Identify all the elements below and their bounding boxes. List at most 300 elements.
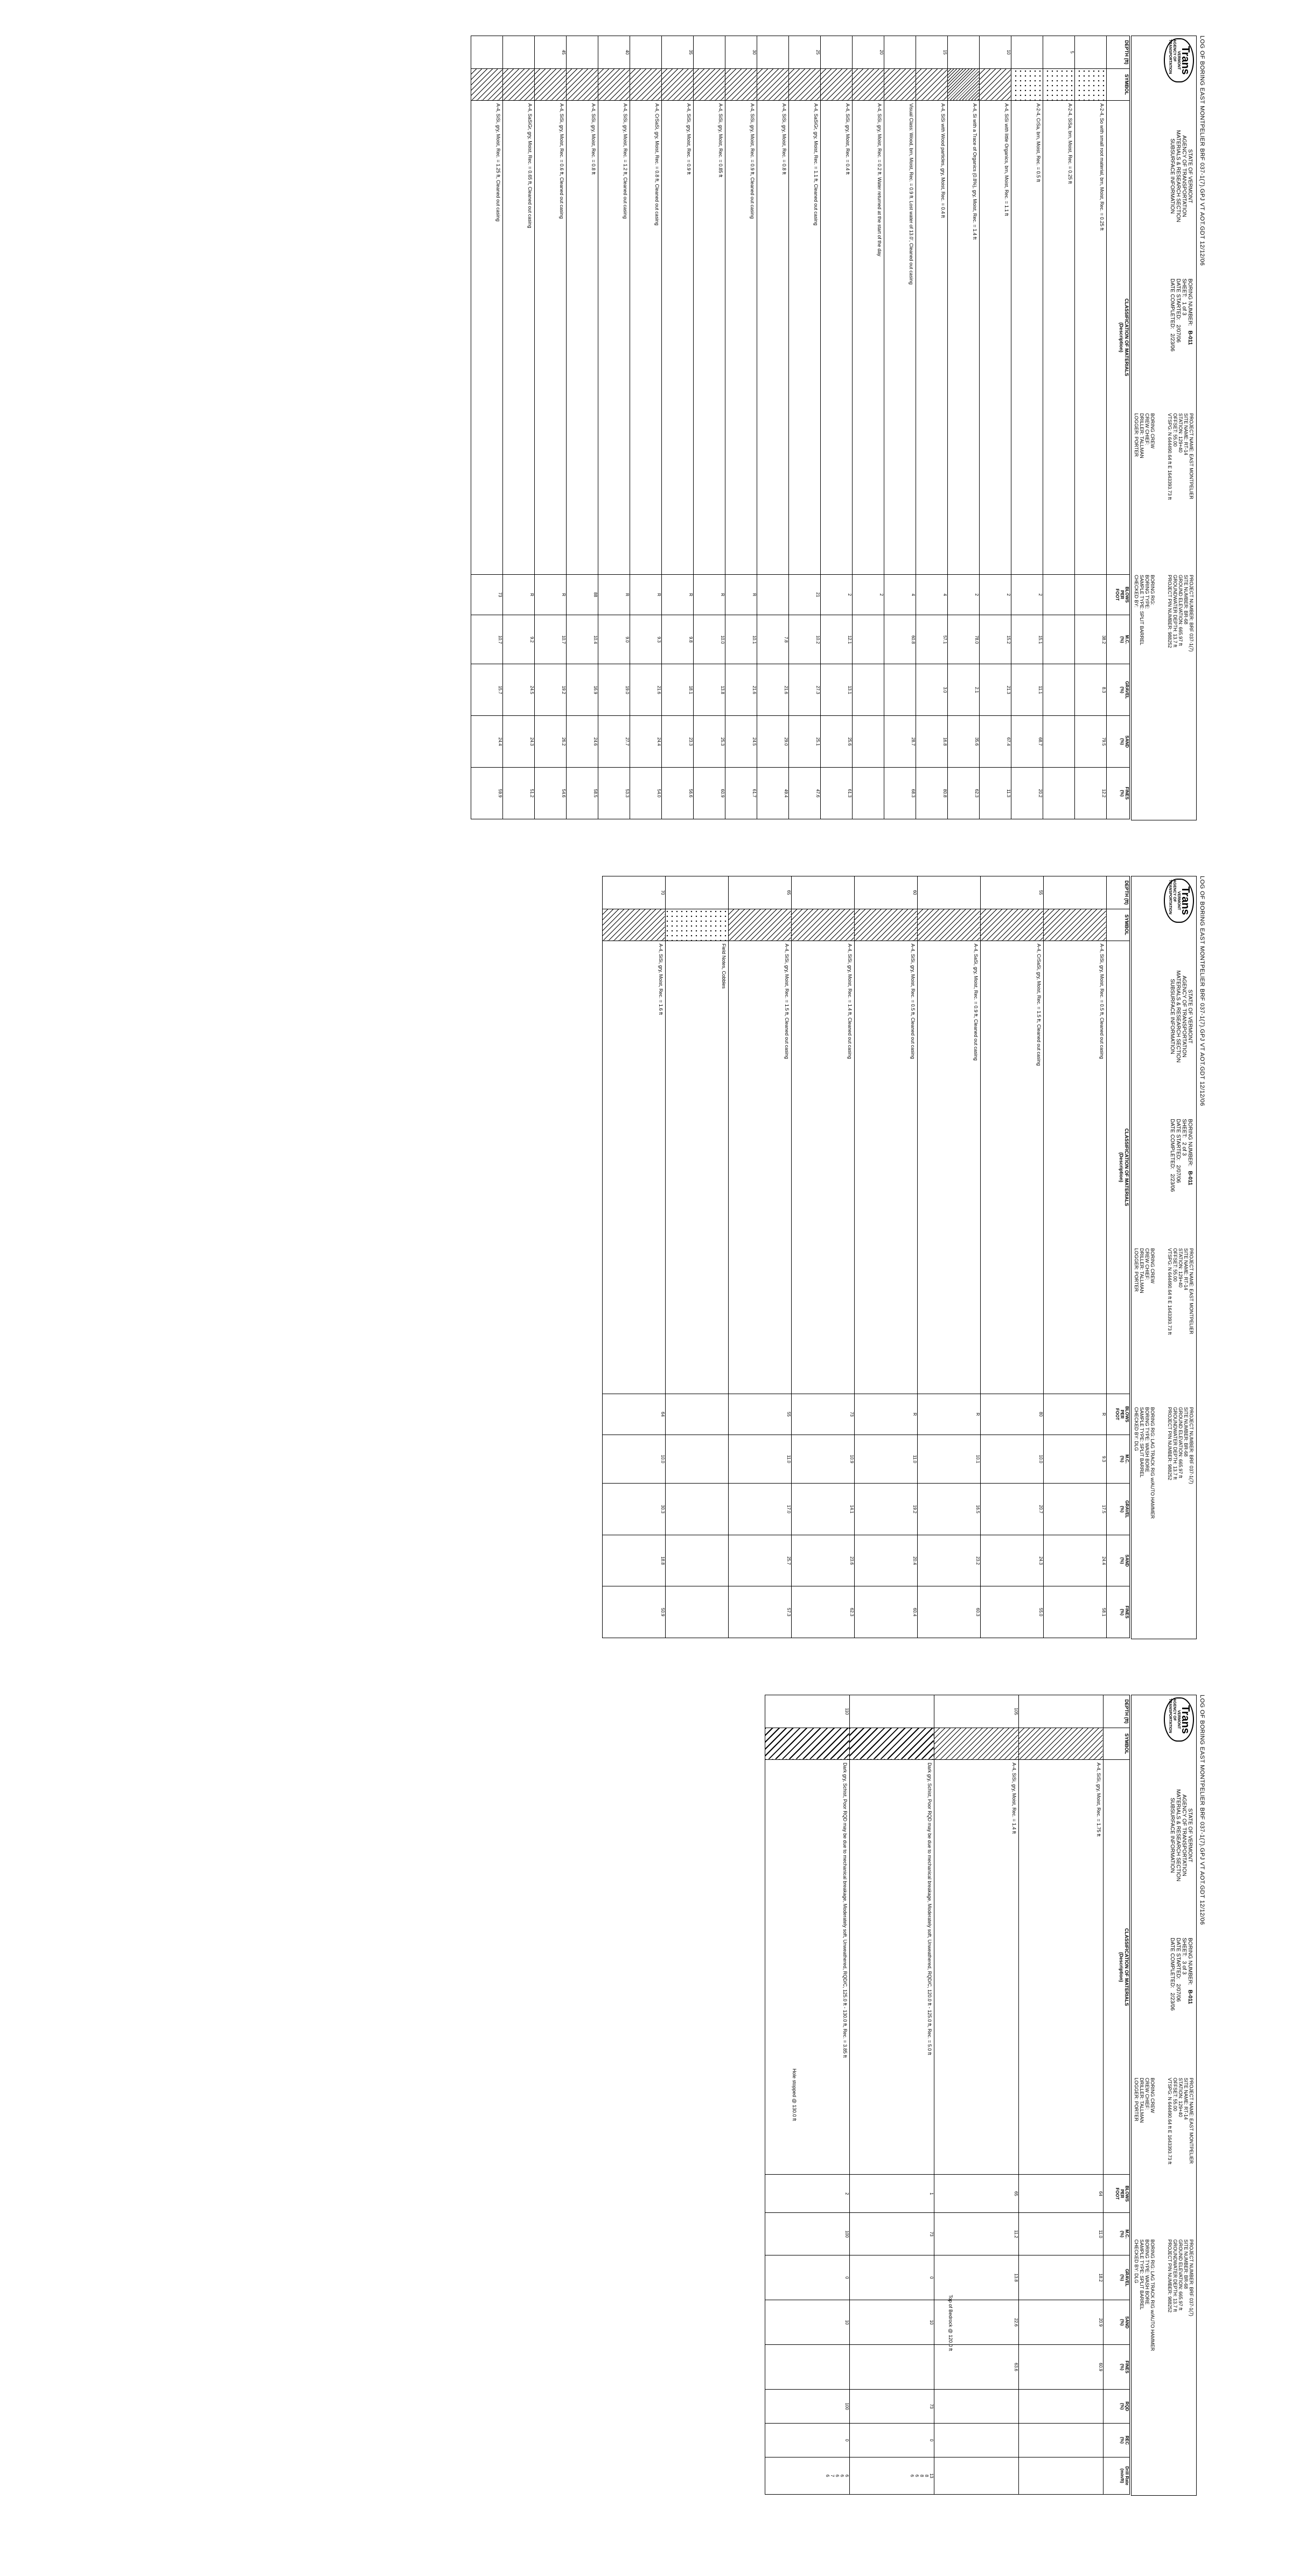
- symbol-cell: [1019, 1728, 1104, 1759]
- fines-cell: 62.3: [792, 1586, 855, 1638]
- col-blows: BLOWS PER FOOT: [1107, 1394, 1130, 1435]
- project-block-mid-3: PROJECT NUMBER: BRF 037-1(7) SITE NUMBER: BR-68 GROUND ELEVATION: 665.97 ft GROUNDWATER DEPTH: 13.7 ft PROJECT PIN NUMBER: 988252: [1167, 2239, 1194, 2316]
- symbol-cell: [503, 68, 535, 100]
- boring-number-block-3: BORING NUMBER: B-011 SHEET: 3 of 3 DATE STARTED: 2/07/06 DATE COMPLETED: 2/23/06: [1169, 1938, 1193, 2011]
- col-symbol: SYMBOL: [1107, 909, 1130, 941]
- classification-cell: A-4, SiSi with little Organics, brn, Moist, Rec. = 1.1 ft: [980, 100, 1011, 574]
- fines-cell: 80.8: [916, 768, 948, 819]
- blows-cell: 4: [916, 574, 948, 615]
- table-row: [630, 36, 662, 819]
- blows-cell: 21: [789, 574, 821, 615]
- crew-block-3: BORING CREW CREW CHIEF: DRILLER: TALLMAN LOGGER: PORTER: [1134, 2078, 1155, 2123]
- project-block-left-3: PROJECT NAME: EAST MONTPELIER SITE NAME: RT-14 STATION: 129+40 OFFSET: 55.00 VTSPG: N 644490.64 ft E 1643393.73 ft: [1167, 2078, 1194, 2164]
- symbol-cell: [821, 68, 853, 100]
- blows-cell: 55: [729, 1394, 792, 1435]
- table-row: [729, 876, 792, 1638]
- table-row: [535, 36, 567, 819]
- symbol-cell: [1011, 68, 1043, 100]
- col-fines: FINES (%): [1104, 2345, 1130, 2390]
- fines-cell: 49.4: [757, 768, 789, 819]
- depth-cell: [694, 36, 725, 69]
- sand-cell: 24.4: [1044, 1535, 1107, 1586]
- table-row: [1019, 1695, 1104, 2495]
- classification-cell: A-4, Si with a Trace of Organics (0.8%), gry, Moist, Rec. = 1.4 ft: [948, 100, 980, 574]
- classification-cell: Field Notes, Cobbles: [666, 941, 729, 1394]
- blows-cell: [757, 574, 789, 615]
- boring-log-table-3: [765, 1695, 1130, 2495]
- table-row: [853, 36, 884, 819]
- blows-cell: 73: [471, 574, 503, 615]
- classification-cell: A-4, SiSi, gry, Moist, Rec. = 0.5 ft, Cleaned out casing: [855, 941, 918, 1394]
- classification-cell: A-4, SiSi, gry, Moist, Rec. = 0.6 ft, Cleaned out casing: [535, 100, 567, 574]
- table-row: [789, 36, 821, 819]
- classification-cell: A-4, SiSi, gry, Moist, Rec. = 1.4 ft: [934, 1759, 1019, 2174]
- blows-cell: R: [535, 574, 567, 615]
- col-depth: DEPTH (ft): [1107, 36, 1130, 69]
- gravel-cell: 27.3: [789, 664, 821, 716]
- symbol-cell: [471, 68, 503, 100]
- col-sand: SAND (%): [1107, 1535, 1130, 1586]
- mc-cell: 9.2: [503, 615, 535, 664]
- mc-cell: 9.3: [630, 615, 662, 664]
- depth-cell: 30: [725, 36, 757, 69]
- blows-cell: 2: [980, 574, 1011, 615]
- depth-cell: [884, 36, 916, 69]
- mc-cell: 10.9: [792, 1435, 855, 1484]
- depth-cell: [850, 1695, 934, 1728]
- table-row: [765, 1695, 850, 2495]
- depth-cell: [1019, 1695, 1104, 1728]
- table-row: [934, 1695, 1019, 2495]
- blows-cell: R: [694, 574, 725, 615]
- symbol-cell: [630, 68, 662, 100]
- blows-cell: 64: [603, 1394, 666, 1435]
- depth-cell: [471, 36, 503, 69]
- classification-cell: A-4, SiSi, gry, Moist, Rec. = 0.5 ft, Cleaned out casing: [1044, 941, 1107, 1394]
- blows-cell: R: [630, 574, 662, 615]
- depth-cell: 55: [981, 876, 1044, 909]
- mc-cell: 12.1: [821, 615, 853, 664]
- col-symbol: SYMBOL: [1104, 1728, 1130, 1759]
- fines-cell: [666, 1586, 729, 1638]
- table-row: [855, 876, 918, 1638]
- sand-cell: 25.3: [694, 716, 725, 768]
- sheet-footer-note-2: LOG OF BORING EAST MONTPELIER BRF 037-1(7).GPJ VT AOT.GDT 12/12/06: [1199, 876, 1205, 1106]
- sand-cell: 24.4: [630, 716, 662, 768]
- fines-cell: 57.3: [729, 1586, 792, 1638]
- table-row: [471, 36, 503, 819]
- rqd-cell: [1019, 2390, 1104, 2424]
- table-row: [850, 1695, 934, 2495]
- mc-cell: [666, 1435, 729, 1484]
- gravel-cell: 16.5: [918, 1484, 981, 1535]
- gravel-cell: 19.2: [535, 664, 567, 716]
- mc-cell: [853, 615, 884, 664]
- symbol-cell: [981, 909, 1044, 941]
- fines-cell: 60.3: [918, 1586, 981, 1638]
- gravel-cell: 13.1: [821, 664, 853, 716]
- sand-cell: 22.6: [934, 2300, 1019, 2345]
- col-blows: BLOWS PER FOOT: [1107, 574, 1130, 615]
- depth-cell: 10: [980, 36, 1011, 69]
- fines-cell: 20.2: [1011, 768, 1043, 819]
- col-mc: M.C. (%): [1107, 1435, 1130, 1484]
- symbol-cell: [948, 68, 980, 100]
- classification-cell: Visual Class: Wood, brn, Moist, Rec. = 0.9 ft. Lost water of 13.0', Cleaned out casing: [884, 100, 916, 574]
- symbol-cell: [729, 909, 792, 941]
- symbol-cell: [1043, 68, 1075, 100]
- classification-cell: A-4, SaSiGr, gry, Moist, Rec. = 1.1 ft, Cleaned out casing: [789, 100, 821, 574]
- blows-cell: 88: [567, 574, 598, 615]
- depth-cell: 65: [729, 876, 792, 909]
- symbol-cell: [765, 1728, 850, 1759]
- mc-cell: 10.7: [535, 615, 567, 664]
- depth-cell: [792, 876, 855, 909]
- symbol-cell: [934, 1728, 1019, 1759]
- fines-cell: 60.4: [855, 1586, 918, 1638]
- blows-cell: 65: [934, 2175, 1019, 2213]
- symbol-cell: [757, 68, 789, 100]
- sheet-footer-note-1: LOG OF BORING EAST MONTPELIER BRF 037-1(7).GPJ VT AOT.GDT 12/12/06: [1199, 36, 1205, 266]
- table-row: [792, 876, 855, 1638]
- drill-rate-cell: 6 6 6 7 6: [765, 2457, 850, 2494]
- blows-cell: 2: [765, 2175, 850, 2213]
- sand-cell: 23.3: [662, 716, 694, 768]
- mc-cell: 15.1: [1011, 615, 1043, 664]
- table-row: [662, 36, 694, 819]
- fines-cell: [1043, 768, 1075, 819]
- table-row: [1075, 36, 1107, 819]
- mc-cell: 10.1: [725, 615, 757, 664]
- symbol-cell: [918, 909, 981, 941]
- sand-cell: 24.3: [981, 1535, 1044, 1586]
- symbol-cell: [850, 1728, 934, 1759]
- depth-cell: 70: [603, 876, 666, 909]
- col-depth: DEPTH (ft): [1107, 876, 1130, 909]
- blows-cell: [666, 1394, 729, 1435]
- mc-cell: 11.0: [855, 1435, 918, 1484]
- fines-cell: 63.6: [934, 2345, 1019, 2390]
- fines-cell: 47.6: [789, 768, 821, 819]
- table-row: [980, 36, 1011, 819]
- mc-cell: 10.4: [567, 615, 598, 664]
- drill-rate-cell: [934, 2457, 1019, 2494]
- agency-heading-2: STATE OF VERMONT AGENCY OF TRANSPORTATION MATERIALS & RESEARCH SECTION SUBSURFACE INFORMATION: [1169, 970, 1193, 1063]
- gravel-cell: 2.1: [948, 664, 980, 716]
- blows-cell: 2: [821, 574, 853, 615]
- classification-cell: A-4, SiSi with Wood particles, gry, Moist, Rec. = 0.4 ft: [916, 100, 948, 574]
- depth-cell: [918, 876, 981, 909]
- symbol-cell: [725, 68, 757, 100]
- rec-cell: 0: [850, 2424, 934, 2457]
- rig-block-3: BORING RIG: LAG TRACK RIG w/AUTO HAMMER BORING TYPE: WASH BORE SAMPLE TYPE: SPLIT BARREL CHECKED BY: DLG: [1134, 2239, 1155, 2351]
- top-of-bedrock-annotation: Top of Bedrock @ 120.0 ft: [948, 2295, 953, 2351]
- fines-cell: 60.9: [1019, 2345, 1104, 2390]
- boring-log-sheet-1: [97, 32, 1206, 824]
- drill-rate-cell: [1019, 2457, 1104, 2494]
- depth-cell: [503, 36, 535, 69]
- sand-cell: 67.4: [980, 716, 1011, 768]
- gravel-cell: 8.3: [1075, 664, 1107, 716]
- classification-cell: A-4, SiSi, gry, Moist, Rec. = 0.4 ft: [821, 100, 853, 574]
- drill-rate-cell: 13 8 8 6 6: [850, 2457, 934, 2494]
- fines-cell: [765, 2345, 850, 2390]
- gravel-cell: 3.0: [916, 664, 948, 716]
- fines-cell: [853, 768, 884, 819]
- mc-cell: 78.0: [948, 615, 980, 664]
- classification-cell: A-4, CrSaSi, gry, Moist, Rec. = 1.5 ft, Cleaned out casing: [981, 941, 1044, 1394]
- classification-cell: A-4, SaSiGr, gry, Moist, Rec. = 0.65 ft, Cleaned out casing: [503, 100, 535, 574]
- table-header-row: [1107, 876, 1130, 1638]
- gravel-cell: 15.7: [471, 664, 503, 716]
- col-rqd: RQD (%): [1104, 2390, 1130, 2424]
- col-mc: M.C. (%): [1107, 615, 1130, 664]
- col-gravel: GRAVEL (%): [1107, 664, 1130, 716]
- fines-cell: 58.5: [567, 768, 598, 819]
- classification-cell: A-4, SiSi, gry, Moist, Rec. = 0.2 ft. Water returned at the start of the day: [853, 100, 884, 574]
- classification-cell: A-4, SiSi, gry, Moist, Rec. = 1.6 ft: [603, 941, 666, 1394]
- blows-cell: 1: [850, 2175, 934, 2213]
- classification-cell: Dark gry, Schist, Poor RQD may be due to mechanical breakage, Moderately soft, Unweathered, RQD/C, 125.0 ft - 130.0 ft, Rec. = 3.85 ft: [765, 1759, 850, 2174]
- table-row: [884, 36, 916, 819]
- mc-cell: [1043, 615, 1075, 664]
- depth-cell: [1044, 876, 1107, 909]
- mc-cell: 9.8: [662, 615, 694, 664]
- gravel-cell: 21.6: [757, 664, 789, 716]
- table-row: [757, 36, 789, 819]
- sand-cell: 79.5: [1075, 716, 1107, 768]
- mc-cell: 100: [765, 2213, 850, 2255]
- sand-cell: 10: [850, 2300, 934, 2345]
- rqd-cell: [934, 2390, 1019, 2424]
- symbol-cell: [855, 909, 918, 941]
- col-sand: SAND (%): [1107, 716, 1130, 768]
- sand-cell: 23.6: [792, 1535, 855, 1586]
- gravel-cell: 14.1: [792, 1484, 855, 1535]
- classification-cell: A-4, SiSi, gry, Moist, Rec. = 0.8 ft: [757, 100, 789, 574]
- depth-cell: 5: [1043, 36, 1075, 69]
- gravel-cell: 19.0: [598, 664, 630, 716]
- col-fines: FINES (%): [1107, 768, 1130, 819]
- classification-cell: A-4, SiSi, gry, Moist, Rec. = 0.9 ft: [662, 100, 694, 574]
- gravel-cell: 0: [765, 2255, 850, 2300]
- boring-number-block-1: BORING NUMBER: B-011 SHEET: 1 of 3 DATE STARTED: 2/07/06 DATE COMPLETED: 2/23/06: [1169, 279, 1193, 352]
- col-classification: CLASSIFICATION OF MATERIALS (Description): [1104, 1759, 1130, 2174]
- sand-cell: 25.7: [729, 1535, 792, 1586]
- sand-cell: 23.2: [918, 1535, 981, 1586]
- sand-cell: 26.2: [535, 716, 567, 768]
- depth-cell: [567, 36, 598, 69]
- depth-cell: 105: [934, 1695, 1019, 1728]
- rec-cell: [934, 2424, 1019, 2457]
- vtrans-logo: Trans VERMONT AGENCY OF TRANSPORTATION: [1164, 38, 1194, 82]
- gravel-cell: 18.2: [1019, 2255, 1104, 2300]
- gravel-cell: 21.6: [630, 664, 662, 716]
- col-classification: CLASSIFICATION OF MATERIALS (Description): [1107, 941, 1130, 1394]
- mc-cell: 10.7: [471, 615, 503, 664]
- symbol-cell: [694, 68, 725, 100]
- gravel-cell: 16.9: [567, 664, 598, 716]
- table-row: [1011, 36, 1043, 819]
- classification-cell: A-4, SiSi, gry, Moist, Rec. = 1.4 ft, Cleaned out casing: [792, 941, 855, 1394]
- col-sand: SAND (%): [1104, 2300, 1130, 2345]
- table-row: [598, 36, 630, 819]
- mc-cell: 10.0: [981, 1435, 1044, 1484]
- blows-cell: 73: [792, 1394, 855, 1435]
- mc-cell: 11.2: [934, 2213, 1019, 2255]
- project-block-left-1: PROJECT NAME: EAST MONTPELIER SITE NAME: RT-14 STATION: 129+40 OFFSET: 55.00 VTSPG: N 644490.64 ft E 1643393.73 ft: [1167, 413, 1194, 500]
- fines-cell: 53.3: [598, 768, 630, 819]
- table-header-row: [1104, 1695, 1130, 2495]
- fines-cell: 55.0: [981, 1586, 1044, 1638]
- symbol-cell: [789, 68, 821, 100]
- sand-cell: 18.8: [603, 1535, 666, 1586]
- gravel-cell: 21.6: [725, 664, 757, 716]
- gravel-cell: 21.3: [980, 664, 1011, 716]
- blows-cell: 64: [1019, 2175, 1104, 2213]
- blows-cell: R: [855, 1394, 918, 1435]
- col-symbol: SYMBOL: [1107, 68, 1130, 100]
- classification-cell: A-4, SaSi, gry, Moist, Rec. = 0.9 ft, Cleaned out casing: [918, 941, 981, 1394]
- fines-cell: [850, 2345, 934, 2390]
- table-row: [948, 36, 980, 819]
- fines-cell: 50.9: [603, 1586, 666, 1638]
- fines-cell: 61.3: [821, 768, 853, 819]
- sand-cell: 28.7: [884, 716, 916, 768]
- classification-cell: A-4, SiSi, gry, Moist, Rec. = 0.9 ft, Cleaned out casing: [725, 100, 757, 574]
- col-rec: REC (%): [1104, 2424, 1130, 2457]
- fines-cell: 56.6: [662, 768, 694, 819]
- boring-log-table-1: [471, 36, 1130, 819]
- blows-cell: 4: [884, 574, 916, 615]
- col-drill-rate: Drill Rate (min/ft): [1104, 2457, 1130, 2494]
- classification-cell: A-4, SiSi, gry, Moist, Rec. = 1.75 ft: [1019, 1759, 1104, 2174]
- sand-cell: 25.6: [821, 716, 853, 768]
- blows-cell: 2: [853, 574, 884, 615]
- blows-cell: R: [918, 1394, 981, 1435]
- vtrans-logo-2: Trans VERMONT AGENCY OF TRANSPORTATION: [1164, 879, 1194, 923]
- mc-cell: 11.0: [729, 1435, 792, 1484]
- depth-cell: 110: [765, 1695, 850, 1728]
- table-row: [503, 36, 535, 819]
- sand-cell: 24.4: [471, 716, 503, 768]
- depth-cell: 20: [853, 36, 884, 69]
- symbol-cell: [603, 909, 666, 941]
- depth-cell: [948, 36, 980, 69]
- gravel-cell: 30.3: [603, 1484, 666, 1535]
- gravel-cell: [853, 664, 884, 716]
- boring-log-sheet-3: [97, 1691, 1206, 2500]
- rec-cell: 0: [765, 2424, 850, 2457]
- sand-cell: 20.9: [1019, 2300, 1104, 2345]
- fines-cell: 68.3: [884, 768, 916, 819]
- sand-cell: 24.6: [567, 716, 598, 768]
- mc-cell: 60.8: [884, 615, 916, 664]
- crew-block-1: BORING CREW CREW CHIEF: DRILLER: TALLMAN LOGGER: PORTER: [1134, 413, 1155, 458]
- symbol-cell: [598, 68, 630, 100]
- mc-cell: 9.0: [598, 615, 630, 664]
- depth-cell: [630, 36, 662, 69]
- gravel-cell: 0: [850, 2255, 934, 2300]
- fines-cell: 11.3: [980, 768, 1011, 819]
- mc-cell: 9.3: [1044, 1435, 1107, 1484]
- blows-cell: 2: [1011, 574, 1043, 615]
- mc-cell: 73: [850, 2213, 934, 2255]
- classification-cell: A-4, SiSi, gry, Moist, Rec. = 1.25 ft, Cleaned out casing: [471, 100, 503, 574]
- sand-cell: [853, 716, 884, 768]
- table-header-row: [1107, 36, 1130, 819]
- fines-cell: 54.6: [535, 768, 567, 819]
- hole-stopped-annotation: Hole stopped @ 130.0 ft: [792, 2069, 797, 2121]
- rec-cell: [1019, 2424, 1104, 2457]
- mc-cell: 10.0: [694, 615, 725, 664]
- vtrans-logo-3: Trans VERMONT AGENCY OF TRANSPORTATION: [1164, 1697, 1194, 1742]
- symbol-cell: [1044, 909, 1107, 941]
- table-row: [666, 876, 729, 1638]
- sand-cell: 35.6: [948, 716, 980, 768]
- symbol-cell: [662, 68, 694, 100]
- col-gravel: GRAVEL (%): [1104, 2255, 1130, 2300]
- sheet-footer-note-3: LOG OF BORING EAST MONTPELIER BRF 037-1(7).GPJ VT AOT.GDT 12/12/06: [1199, 1695, 1205, 1925]
- fines-cell: 59.9: [471, 768, 503, 819]
- sand-cell: 29.0: [757, 716, 789, 768]
- gravel-cell: 17.5: [1044, 1484, 1107, 1535]
- col-classification: CLASSIFICATION OF MATERIALS (Description): [1107, 100, 1130, 574]
- classification-cell: A-4, CrSaSi, gry, Moist, Rec. = 0.8 ft, Cleaned out casing: [630, 100, 662, 574]
- col-gravel: GRAVEL (%): [1107, 1484, 1130, 1535]
- col-depth: DEPTH (ft): [1104, 1695, 1130, 1728]
- fines-cell: 60.9: [694, 768, 725, 819]
- classification-cell: A-2-4, CrSa, brn, Moist, Rec. = 0.5 ft: [1011, 100, 1043, 574]
- depth-cell: [821, 36, 853, 69]
- rqd-cell: 100: [765, 2390, 850, 2424]
- boring-log-sheet-2: [97, 873, 1206, 1643]
- project-block-left-2: PROJECT NAME: EAST MONTPELIER SITE NAME: RT-14 STATION: 129+40 OFFSET: 55.00 VTSPG: N 644490.64 ft E 1643393.73 ft: [1167, 1248, 1194, 1335]
- gravel-cell: 13.8: [694, 664, 725, 716]
- table-row: [725, 36, 757, 819]
- symbol-cell: [567, 68, 598, 100]
- mc-cell: 7.8: [757, 615, 789, 664]
- fines-cell: 12.2: [1075, 768, 1107, 819]
- blows-cell: R: [662, 574, 694, 615]
- agency-heading: STATE OF VERMONT AGENCY OF TRANSPORTATION MATERIALS & RESEARCH SECTION SUBSURFACE INFORMATION: [1169, 130, 1193, 222]
- table-row: [694, 36, 725, 819]
- mc-cell: 10.1: [918, 1435, 981, 1484]
- depth-cell: 35: [662, 36, 694, 69]
- depth-cell: [1075, 36, 1107, 69]
- sand-cell: 27.7: [598, 716, 630, 768]
- rig-block-2: BORING RIG: LAG TRACK RIG w/AUTO HAMMER BORING TYPE: WASH BORE SAMPLE TYPE: SPLIT BARREL CHECKED BY: DLG: [1134, 1407, 1155, 1519]
- classification-cell: A-4, SiSi, gry, Moist, Rec. = 1.5 ft, Cleaned out casing: [729, 941, 792, 1394]
- depth-cell: 25: [789, 36, 821, 69]
- table-row: [567, 36, 598, 819]
- classification-cell: A-4, SiSi, gry, Moist, Rec. = 0.8 ft: [567, 100, 598, 574]
- symbol-cell: [884, 68, 916, 100]
- classification-cell: A-4, SiSi, gry, Moist, Rec. = 1.2 ft, Cleaned out casing: [598, 100, 630, 574]
- gravel-cell: 11.1: [1011, 664, 1043, 716]
- sand-cell: 25.1: [789, 716, 821, 768]
- gravel-cell: 24.5: [503, 664, 535, 716]
- symbol-cell: [1075, 68, 1107, 100]
- col-blows: BLOWS PER FOOT: [1104, 2175, 1130, 2213]
- gravel-cell: [666, 1484, 729, 1535]
- symbol-cell: [666, 909, 729, 941]
- blows-cell: 80: [981, 1394, 1044, 1435]
- agency-heading-3: STATE OF VERMONT AGENCY OF TRANSPORTATION MATERIALS & RESEARCH SECTION SUBSURFACE INFORMATION: [1169, 1789, 1193, 1882]
- depth-cell: [666, 876, 729, 909]
- sand-cell: [1043, 716, 1075, 768]
- depth-cell: 45: [535, 36, 567, 69]
